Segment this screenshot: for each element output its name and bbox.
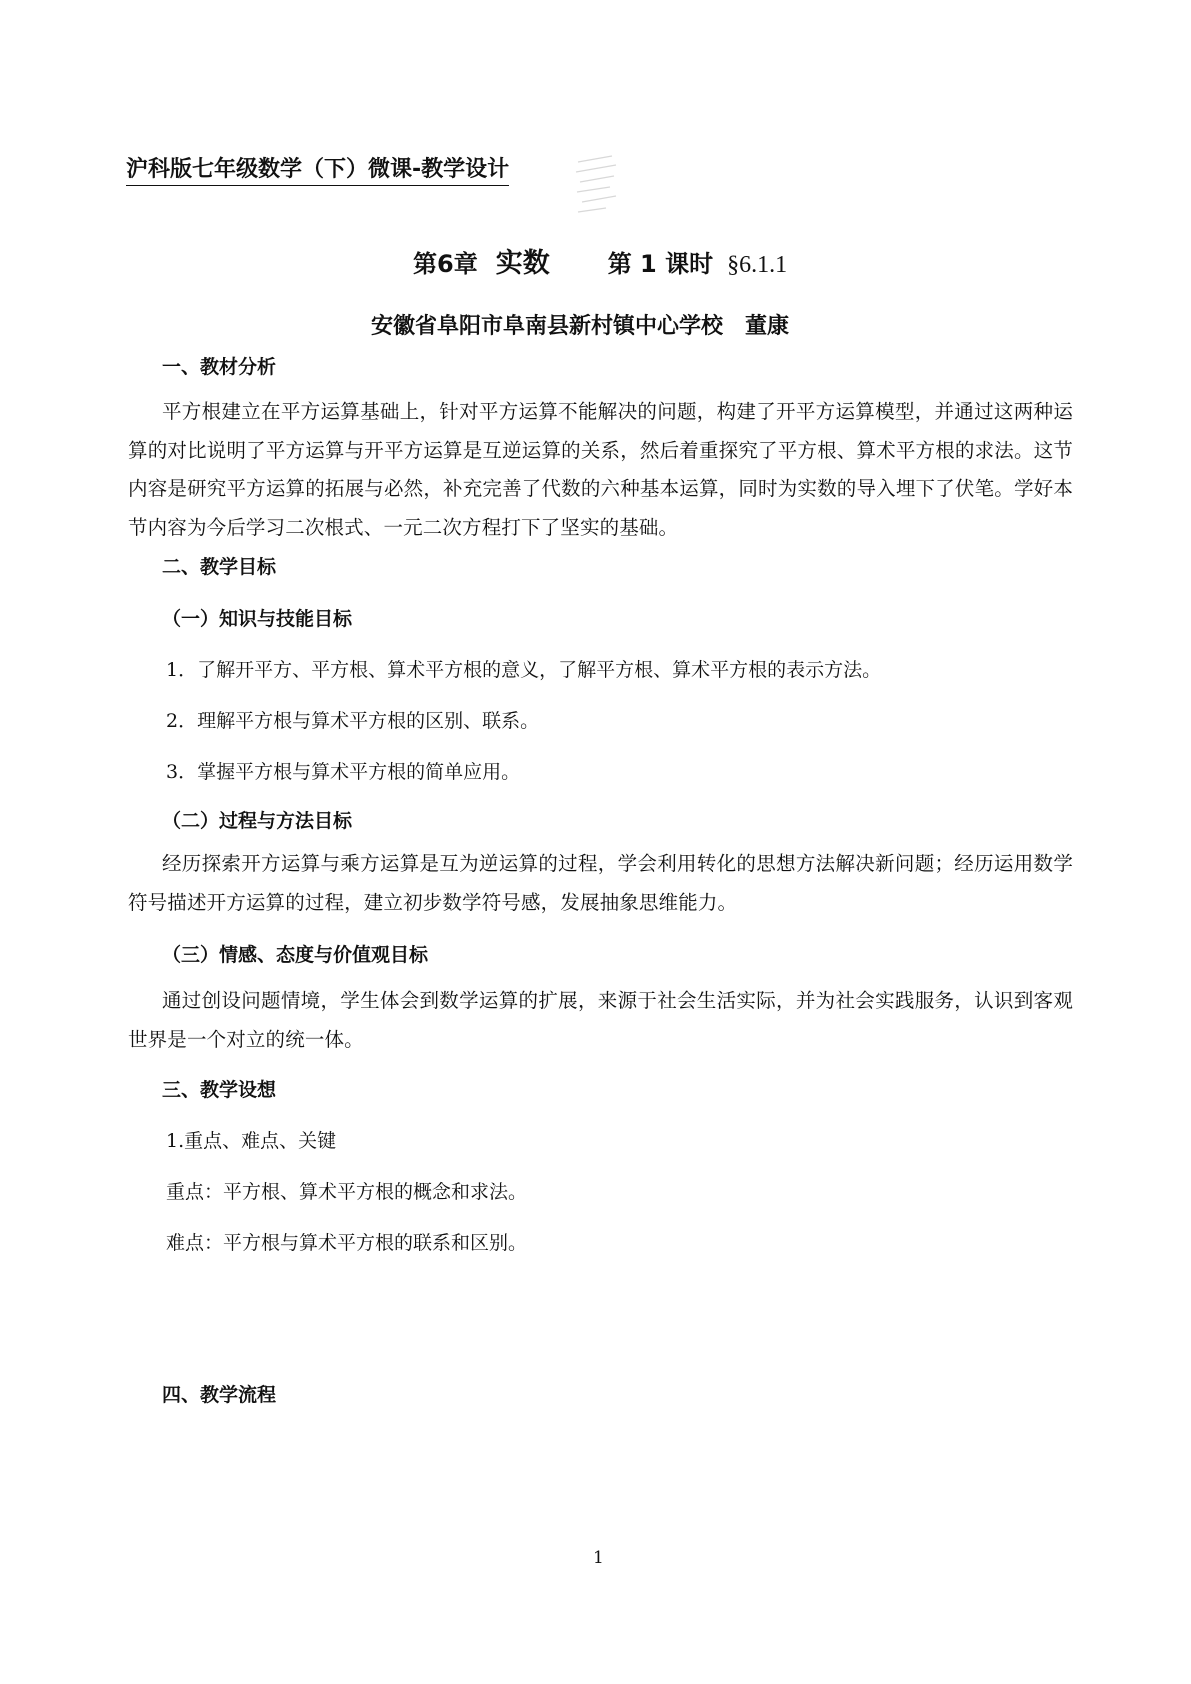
school-name: 安徽省阜阳市阜南县新村镇中心学校 — [371, 314, 724, 339]
chapter-number: 第6章 — [413, 250, 478, 278]
section-1-paragraph: 平方根建立在平方运算基础上，针对平方运算不能解决的问题，构建了开平方运算模型，并通过这两种运算的对比说明了平方运算与开平方运算是互逆运算的关系，然后着重探究了平方根、算术平方根的求法。这节内容是研究平方运算的拓展与必然，补充完善了代数的六种基本运算，同时为实数的导入埋下了伏笔。学好本节内容为今后学习二次根式、一元二次方程打下了坚实的基础。 — [128, 400, 1073, 539]
section-number: §6.1.1 — [727, 252, 788, 278]
watermark-stamp — [572, 150, 622, 220]
subsection-heading-process: （二）过程与方法目标 — [162, 810, 353, 832]
section-heading-1: 一、教材分析 — [162, 356, 277, 378]
process-paragraph: 经历探索开方运算与乘方运算是互为逆运算的过程，学会利用转化的思想方法解决新问题；经历运用数学符号描述开方运算的过程，建立初步数学符号感，发展抽象思维能力。 — [128, 852, 1073, 914]
chapter-name: 实数 — [495, 248, 550, 279]
attitude-paragraph: 通过创设问题情境，学生体会到数学运算的扩展，来源于社会生活实际，并为社会实践服务，认识到客观世界是一个对立的统一体。 — [128, 989, 1073, 1051]
document-header-title: 沪科版七年级数学（下）微课-教学设计 — [126, 155, 509, 186]
design-item: 1.重点、难点、关键 — [166, 1130, 337, 1152]
objective-item: 1．了解开平方、平方根、算术平方根的意义，了解平方根、算术平方根的表示方法。 — [166, 659, 882, 681]
objective-item: 3．掌握平方根与算术平方根的简单应用。 — [166, 761, 521, 783]
page-number: 1 — [593, 1548, 604, 1568]
objective-item: 2．理解平方根与算术平方根的区别、联系。 — [166, 710, 540, 732]
section-heading-3: 三、教学设想 — [162, 1079, 277, 1101]
lesson-number: 第 1 课时 — [607, 250, 714, 278]
section-heading-2: 二、教学目标 — [162, 556, 277, 578]
design-item: 难点：平方根与算术平方根的联系和区别。 — [166, 1232, 528, 1254]
section-heading-4: 四、教学流程 — [162, 1384, 277, 1406]
subsection-heading-attitude: （三）情感、态度与价值观目标 — [162, 944, 429, 966]
subsection-heading-knowledge: （一）知识与技能目标 — [162, 608, 353, 630]
design-item: 重点：平方根、算术平方根的概念和求法。 — [166, 1181, 528, 1203]
author-name: 董康 — [745, 314, 790, 339]
chapter-line — [413, 241, 787, 280]
author-line — [371, 309, 789, 340]
